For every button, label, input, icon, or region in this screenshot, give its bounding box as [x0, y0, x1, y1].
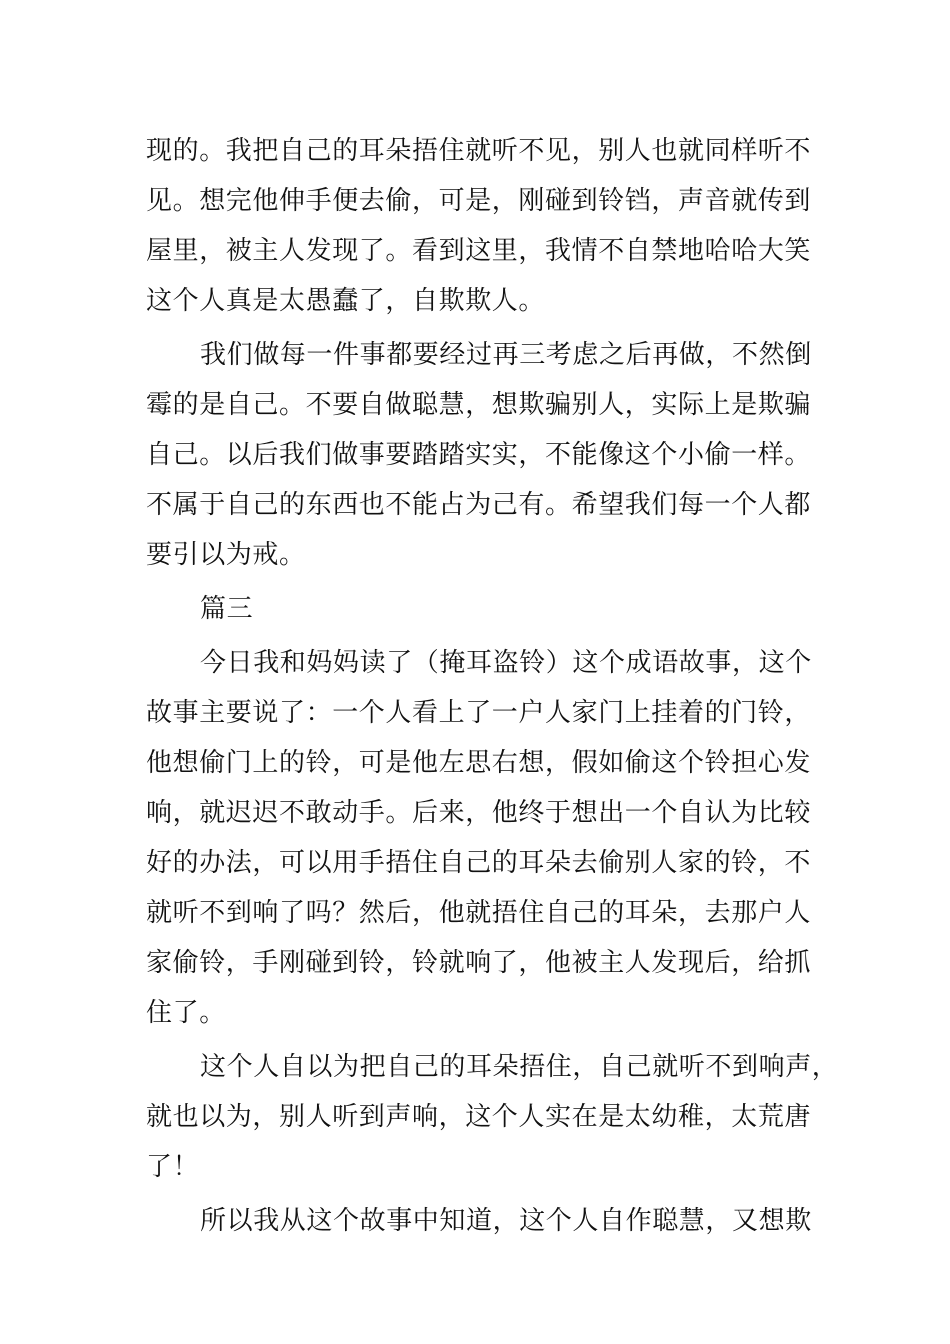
text-line: 好的办法，可以用手捂住自己的耳朵去偷别人家的铃，不 [146, 848, 812, 878]
text-line: 这个人真是太愚蠢了，自欺欺人。 [146, 286, 546, 316]
text-line: 现的。我把自己的耳朵捂住就听不见，别人也就同样听不 [146, 136, 812, 166]
text-line: 要引以为戒。 [146, 540, 306, 570]
text-line: 我们做每一件事都要经过再三考虑之后再做，不然倒 [200, 340, 812, 370]
text-line: 就听不到响了吗？然后，他就捂住自己的耳朵，去那户人 [146, 898, 812, 928]
text-line: 不属于自己的东西也不能占为己有。希望我们每一个人都 [146, 490, 812, 520]
text-line: 自己。以后我们做事要踏踏实实，不能像这个小偷一样。 [146, 440, 812, 470]
text-line: 故事主要说了：一个人看上了一户人家门上挂着的门铃， [146, 698, 812, 728]
text-line: 见。想完他伸手便去偷，可是，刚碰到铃铛，声音就传到 [146, 186, 812, 216]
text-line: 这个人自以为把自己的耳朵捂住，自己就听不到响声， [200, 1052, 839, 1082]
text-line: 了！ [146, 1152, 200, 1182]
text-line: 家偷铃，手刚碰到铃，铃就响了，他被主人发现后，给抓 [146, 948, 812, 978]
text-line: 屋里，被主人发现了。看到这里，我情不自禁地哈哈大笑 [146, 236, 812, 266]
text-line: 所以我从这个故事中知道，这个人自作聪慧，又想欺 [200, 1206, 812, 1236]
text-line: 霉的是自己。不要自做聪慧，想欺骗别人，实际上是欺骗 [146, 390, 812, 420]
text-line: 今日我和妈妈读了（掩耳盗铃）这个成语故事，这个 [200, 648, 812, 678]
text-line: 就也以为，别人听到声响，这个人实在是太幼稚，太荒唐 [146, 1102, 812, 1132]
text-line: 他想偷门上的铃，可是他左思右想，假如偷这个铃担心发 [146, 748, 812, 778]
section-heading: 篇三 [200, 594, 254, 624]
text-line: 响，就迟迟不敢动手。后来，他终于想出一个自认为比较 [146, 798, 812, 828]
document-body [146, 126, 839, 1246]
text-line: 住了。 [146, 998, 226, 1028]
